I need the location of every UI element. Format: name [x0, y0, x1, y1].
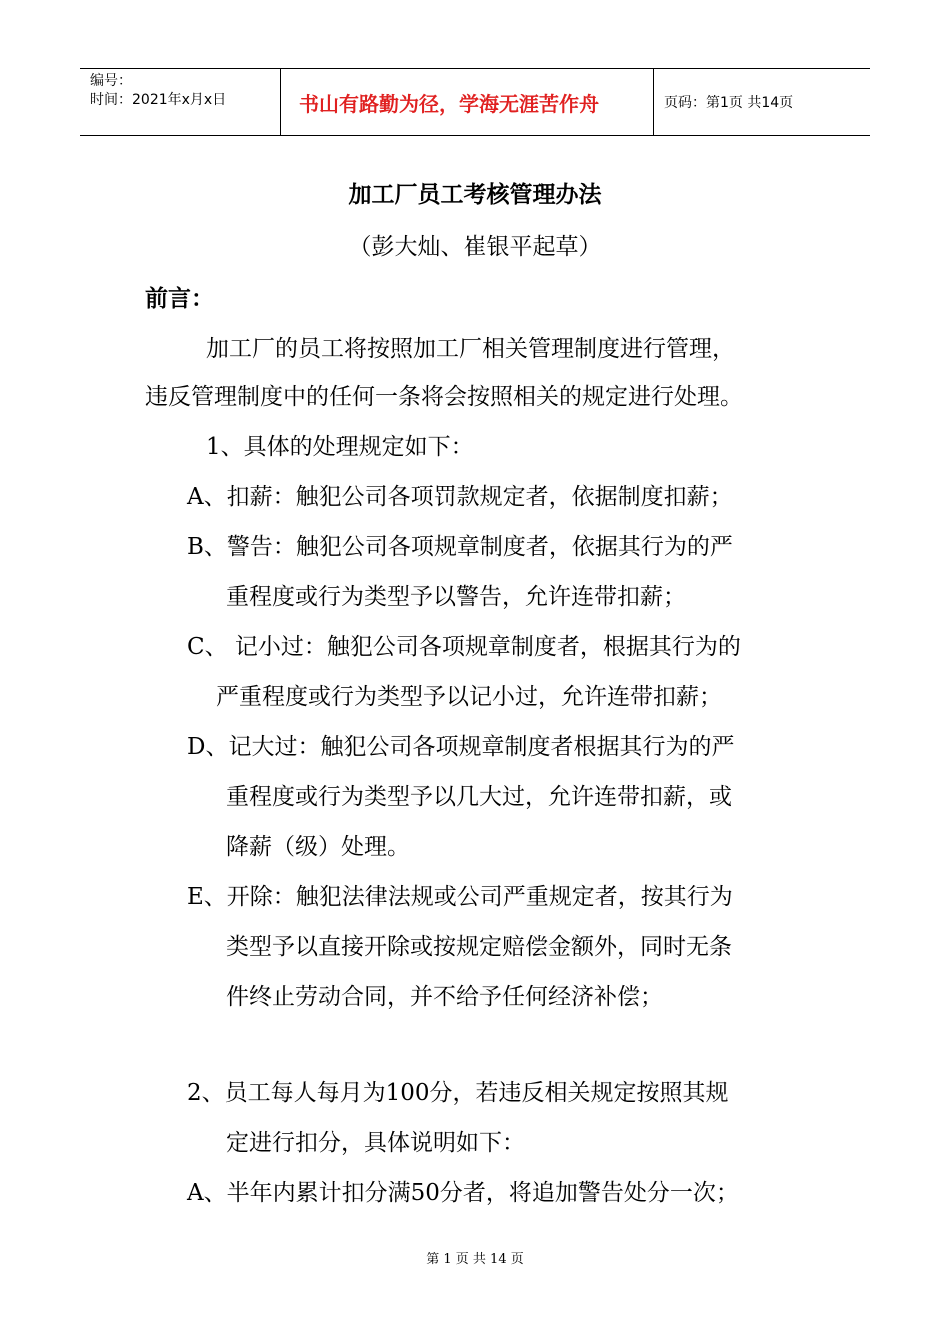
page-header — [80, 68, 870, 136]
document-title: 加工厂员工考核管理办法 — [348, 181, 602, 208]
body-line: 重程度或行为类型予以几大过，允许连带扣薪，或 — [226, 784, 732, 810]
header-motto: 书山有路勤为径，学海无涯苦作舟 — [281, 69, 654, 135]
body-line: E、开除：触犯法律法规或公司严重规定者，按其行为 — [187, 884, 733, 910]
time-label: 时间：2021年x月x日 — [90, 92, 227, 108]
body-line: 类型予以直接开除或按规定赔偿金额外，同时无条 — [226, 934, 732, 960]
body-line: 违反管理制度中的任何一条将会按照相关的规定进行处理。 — [145, 384, 743, 410]
body-line: C、 记小过：触犯公司各项规章制度者，根据其行为的 — [187, 634, 741, 660]
body-line: 重程度或行为类型予以警告，允许连带扣薪； — [226, 584, 686, 610]
header-meta — [80, 69, 281, 135]
header-page-info: 页码：第1页 共14页 — [664, 95, 794, 111]
preface-heading: 前言： — [145, 285, 214, 312]
body-line: 2、员工每人每月为100分，若违反相关规定按照其规 — [187, 1080, 729, 1106]
document-subtitle: （彭大灿、崔银平起草） — [348, 234, 602, 260]
body-line: A、扣薪：触犯公司各项罚款规定者，依据制度扣薪； — [187, 484, 733, 510]
body-line: 加工厂的员工将按照加工厂相关管理制度进行管理， — [206, 336, 735, 362]
body-line: 定进行扣分，具体说明如下： — [226, 1130, 525, 1156]
body-line: 降薪（级）处理。 — [226, 834, 410, 860]
page-footer: 第 1 页 共 14 页 — [426, 1252, 524, 1267]
body-line: B、警告：触犯公司各项规章制度者，依据其行为的严 — [187, 534, 733, 560]
body-line: 严重程度或行为类型予以记小过，允许连带扣薪； — [216, 684, 722, 710]
body-line: A、半年内累计扣分满50分者，将追加警告处分一次； — [187, 1180, 739, 1206]
body-line: D、记大过：触犯公司各项规章制度者根据其行为的严 — [187, 734, 735, 760]
body-line: 1、具体的处理规定如下： — [206, 434, 474, 460]
body-line: 件终止劳动合同，并不给予任何经济补偿； — [226, 984, 663, 1010]
number-label: 编号： — [90, 73, 132, 89]
